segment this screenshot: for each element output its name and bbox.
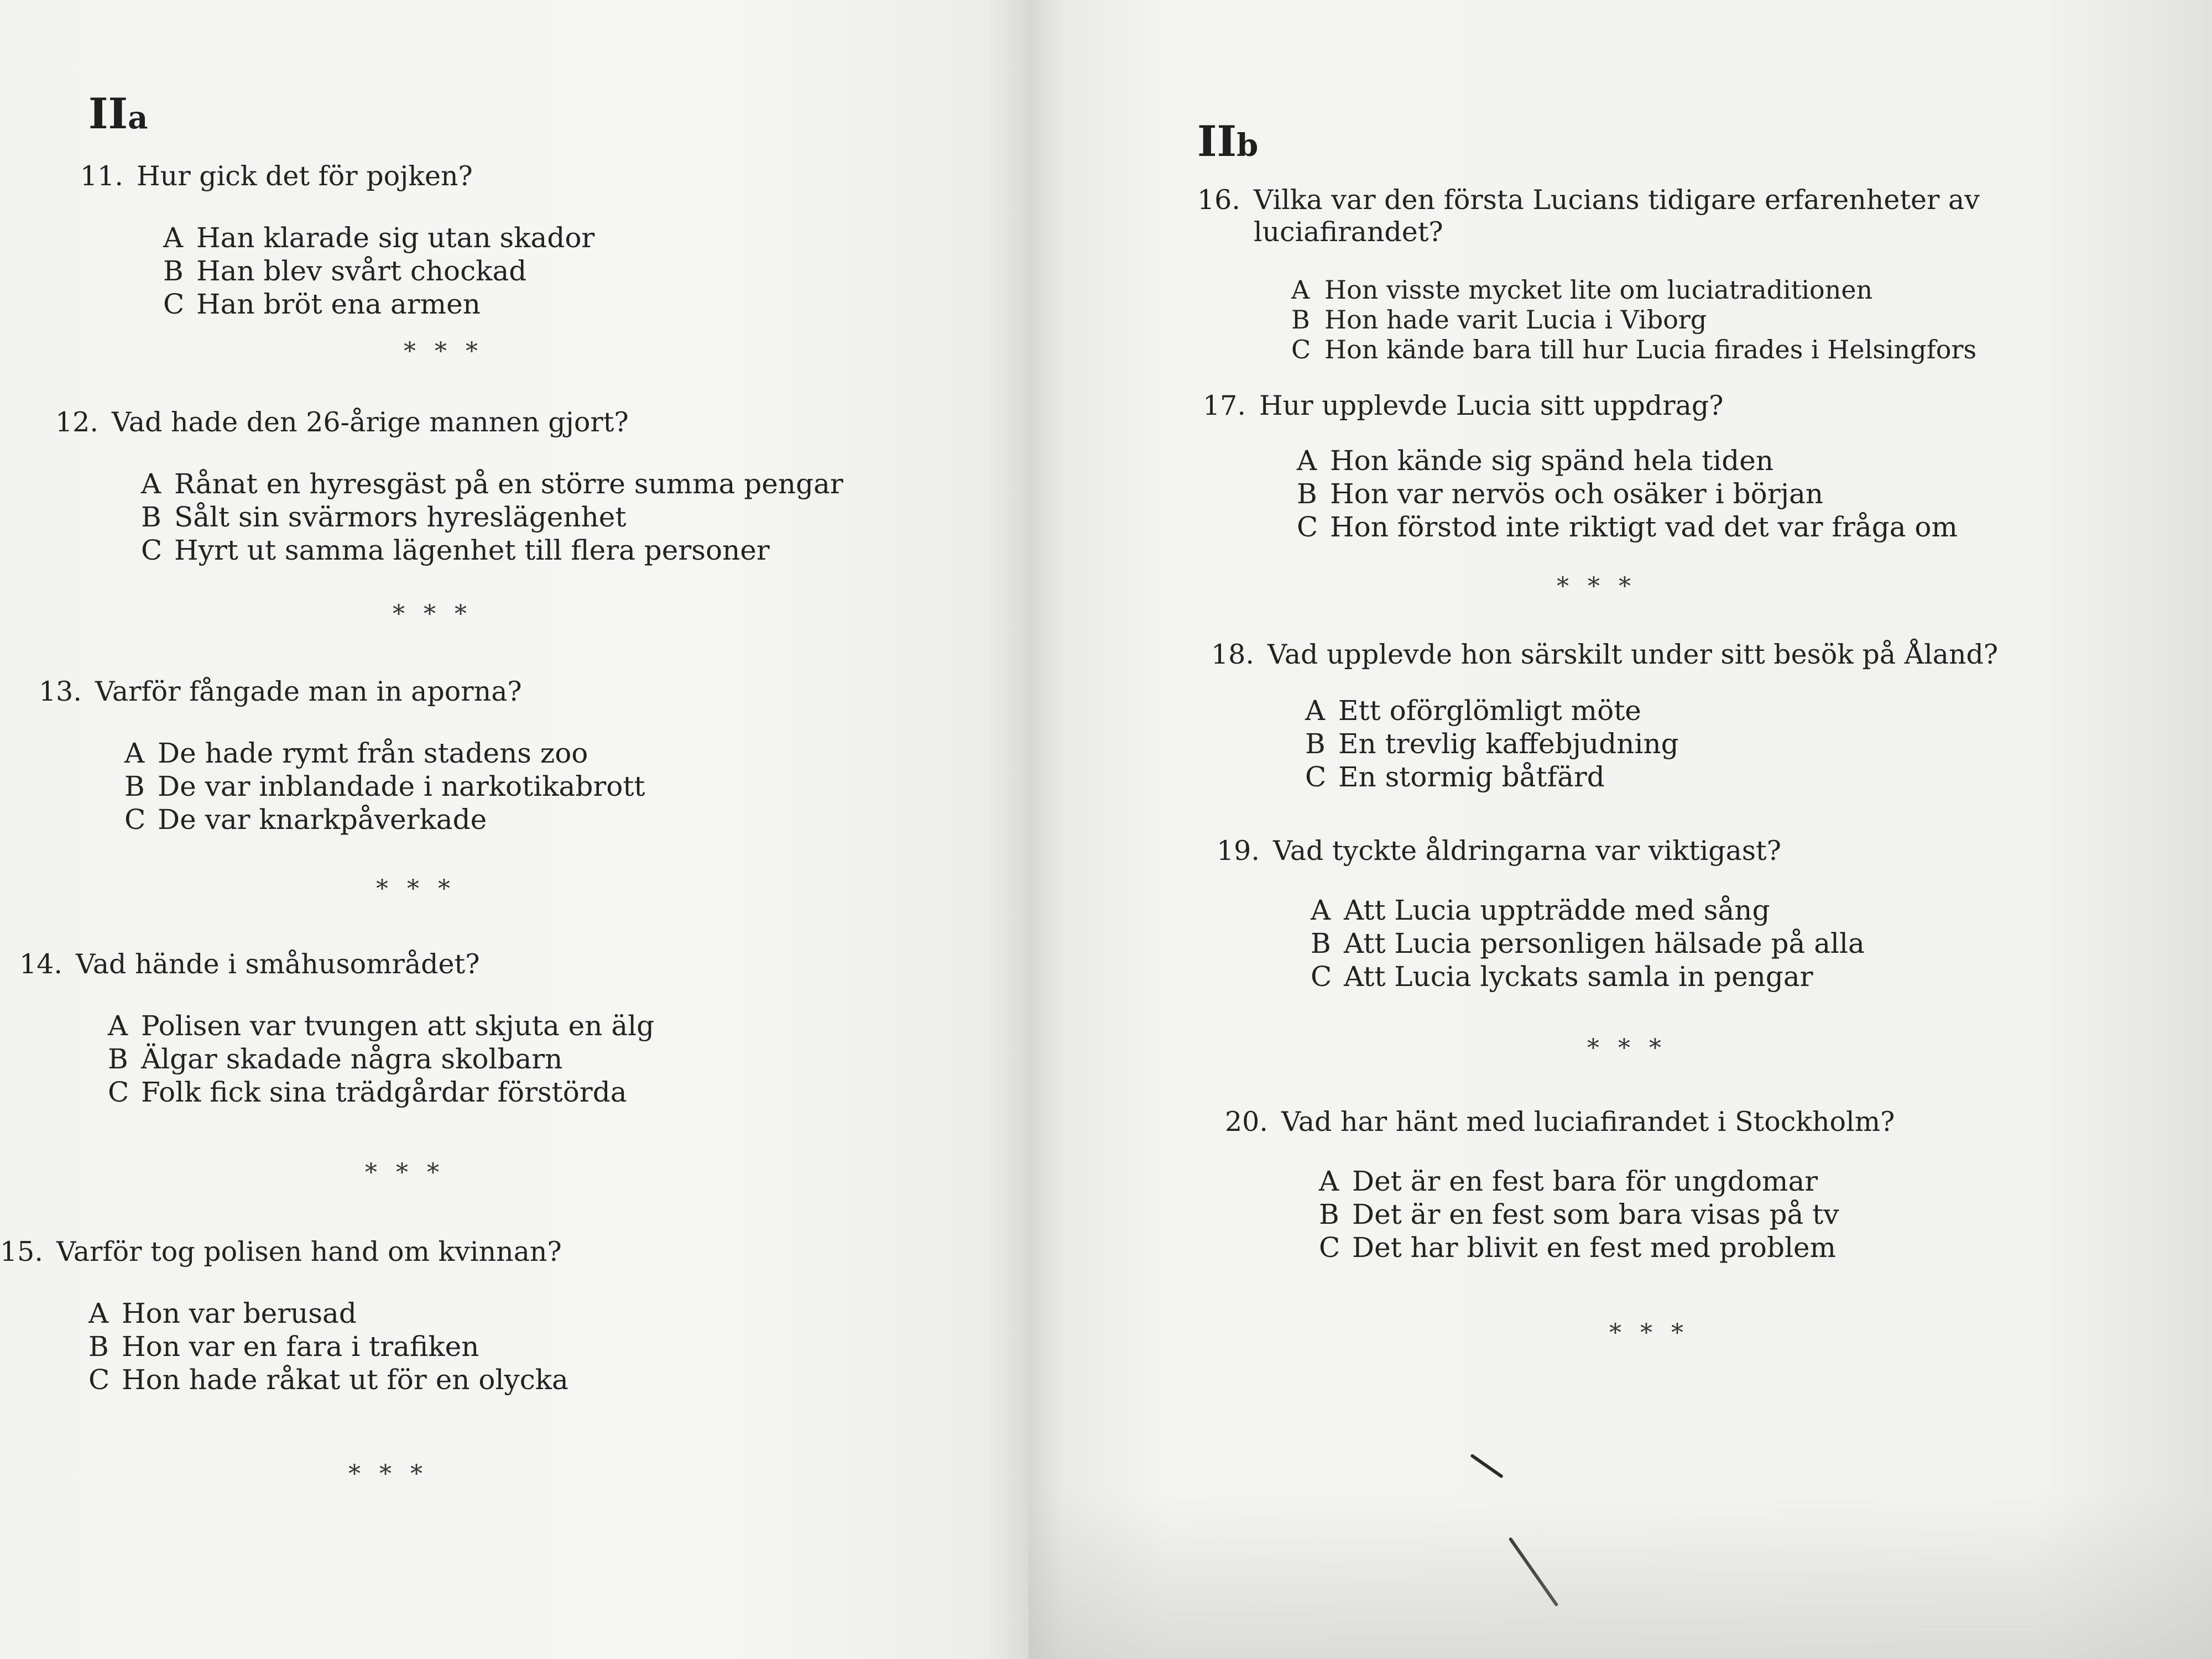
- question-text: Vad hände i småhusområdet?: [75, 948, 480, 980]
- answer-option[interactable]: C De var knarkpåverkade: [124, 804, 487, 836]
- answer-option[interactable]: B En trevlig kaffebjudning: [1305, 728, 1679, 760]
- answer-option[interactable]: B Hon var nervös och osäker i början: [1297, 478, 1824, 510]
- separator-stars: * * *: [376, 875, 456, 903]
- question-text: Varför fångade man in aporna?: [95, 676, 522, 707]
- answer-option[interactable]: B Det är en fest som bara visas på tv: [1319, 1198, 1839, 1230]
- question-text: Vad upplevde hon särskilt under sitt besök på Åland?: [1267, 639, 1999, 670]
- answer-option[interactable]: C Hon förstod inte riktigt vad det var fråga om: [1297, 511, 1958, 543]
- answer-option[interactable]: C Hon hade råkat ut för en olycka: [88, 1364, 568, 1396]
- answer-option[interactable]: B Sålt sin svärmors hyreslägenhet: [141, 501, 627, 533]
- separator-stars: * * *: [1609, 1319, 1689, 1347]
- answer-option[interactable]: B Hon var en fara i trafiken: [88, 1331, 479, 1363]
- answer-option[interactable]: B Älgar skadade några skolbarn: [108, 1043, 563, 1075]
- answer-option[interactable]: B Hon hade varit Lucia i Viborg: [1291, 305, 1707, 335]
- page-shadow: [1029, 1493, 2212, 1659]
- answer-option[interactable]: B De var inblandade i narkotikabrott: [124, 770, 645, 802]
- question-number: 15.: [0, 1236, 43, 1267]
- question-text: Hur upplevde Lucia sitt uppdrag?: [1259, 390, 1724, 421]
- separator-stars: * * *: [393, 600, 472, 628]
- separator-stars: * * *: [404, 337, 483, 366]
- answer-option[interactable]: C Det har blivit en fest med problem: [1319, 1232, 1837, 1264]
- question-number: 16.: [1197, 184, 1240, 216]
- question-text: Vad har hänt med luciafirandet i Stockholm?: [1281, 1106, 1895, 1138]
- question-number: 18.: [1211, 639, 1254, 670]
- answer-option[interactable]: A Hon var berusad: [88, 1297, 357, 1329]
- answer-option[interactable]: C Hon kände bara till hur Lucia firades i Helsingfors: [1291, 335, 1977, 364]
- question-number: 11.: [80, 160, 123, 192]
- answer-option[interactable]: C Hyrt ut samma lägenhet till flera personer: [141, 534, 770, 566]
- answer-option[interactable]: A De hade rymt från stadens zoo: [124, 737, 588, 769]
- question-number: 13.: [39, 676, 82, 707]
- question-14: [19, 948, 904, 1109]
- answer-option[interactable]: A Att Lucia uppträdde med sång: [1311, 894, 1770, 926]
- section-heading-iia: IIa: [88, 89, 148, 138]
- answer-option[interactable]: A Rånat en hyresgäst på en större summa pengar: [141, 468, 843, 500]
- separator-stars: * * *: [1587, 1034, 1667, 1062]
- question-15: [0, 1236, 885, 1396]
- question-text: Vad tyckte åldringarna var viktigast?: [1272, 835, 1781, 867]
- answer-option[interactable]: C Att Lucia lyckats samla in pengar: [1311, 961, 1813, 993]
- question-12: [55, 406, 940, 567]
- answer-option[interactable]: B Han blev svårt chockad: [163, 255, 527, 287]
- separator-stars: * * *: [1557, 572, 1636, 601]
- answer-option[interactable]: A Polisen var tvungen att skjuta en älg: [108, 1010, 655, 1042]
- question-20: [1225, 1106, 2082, 1264]
- question-text: Varför tog polisen hand om kvinnan?: [56, 1236, 562, 1267]
- question-number: 17.: [1203, 390, 1246, 421]
- question-text: Vilka var den första Lucians tidigare erfarenheter av luciafirandet?: [1253, 184, 1980, 248]
- pen-mark: [1470, 1454, 1504, 1479]
- question-17: [1203, 390, 2005, 544]
- answer-option[interactable]: A Han klarade sig utan skador: [163, 222, 595, 254]
- left-page: [0, 0, 1029, 1659]
- question-number: 14.: [19, 948, 62, 980]
- right-page: [1029, 0, 2212, 1659]
- question-text: Vad hade den 26-årige mannen gjort?: [111, 406, 629, 438]
- answer-option[interactable]: A Hon kände sig spänd hela tiden: [1297, 445, 1774, 477]
- answer-option[interactable]: A Ett oförglömligt möte: [1305, 695, 1641, 727]
- section-heading-iib: IIb: [1197, 117, 1259, 166]
- question-11: [80, 160, 910, 321]
- question-text: Hur gick det för pojken?: [136, 160, 473, 192]
- separator-stars: * * *: [365, 1159, 445, 1187]
- answer-option[interactable]: A Det är en fest bara för ungdomar: [1319, 1165, 1818, 1197]
- answer-option[interactable]: C Han bröt ena armen: [163, 288, 481, 320]
- answer-option[interactable]: B Att Lucia personligen hälsade på alla: [1311, 927, 1865, 959]
- answer-option[interactable]: C En stormig båtfärd: [1305, 761, 1605, 793]
- answer-option[interactable]: A Hon visste mycket lite om luciatraditionen: [1291, 275, 1873, 305]
- question-13: [39, 676, 924, 836]
- question-number: 12.: [55, 406, 98, 438]
- question-16: [1197, 184, 1999, 364]
- separator-stars: * * *: [348, 1460, 428, 1488]
- question-19: [1217, 835, 2046, 993]
- question-number: 19.: [1217, 835, 1260, 867]
- question-number: 20.: [1225, 1106, 1268, 1138]
- answer-option[interactable]: C Folk fick sina trädgårdar förstörda: [108, 1076, 627, 1108]
- question-18: [1211, 639, 2041, 794]
